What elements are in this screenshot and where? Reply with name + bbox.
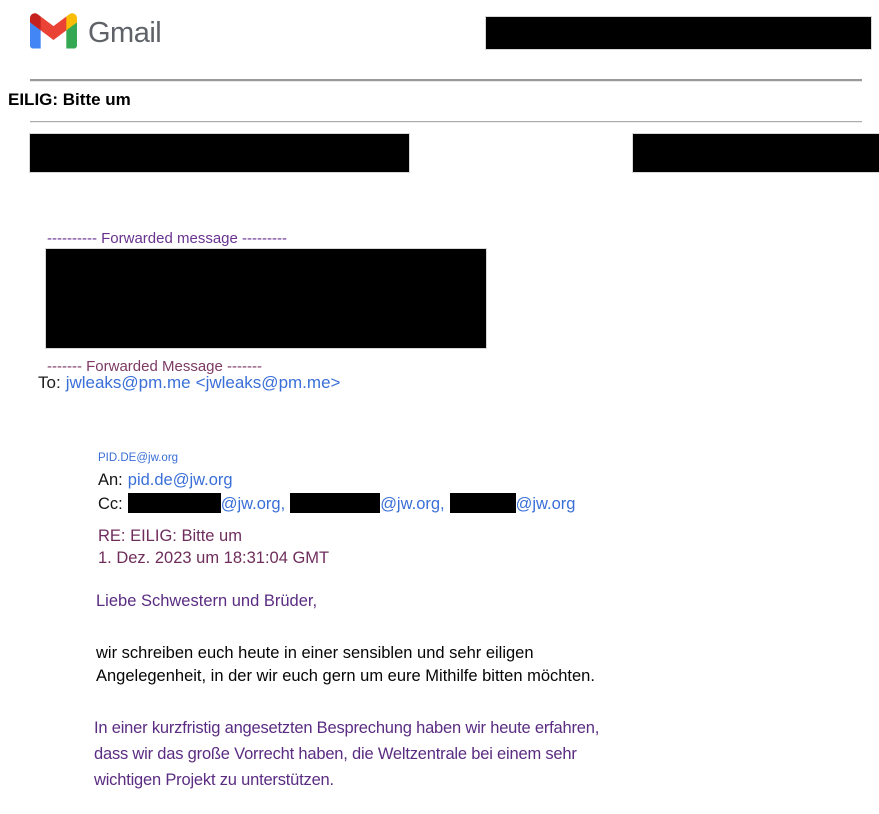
body-paragraph-1 [96,642,595,688]
body-paragraph-2-line-2: dass wir das große Vorrecht haben, die Weltzentrale bei einem sehr [94,745,577,763]
sender-email-small-link[interactable]: PID.DE@jw.org [98,452,179,464]
email-subject-title: EILIG: Bitte um [8,90,131,109]
redaction-cc-name-3 [450,493,516,513]
redaction-cc-name-2 [290,493,380,513]
redaction-forwarded-header-block [45,248,487,349]
cc-line [98,493,575,514]
body-paragraph-2-line-1: In einer kurzfristig angesetzten Besprechung haben wir heute erfahren, [94,719,600,737]
body-paragraph-1-line-1: wir schreiben euch heute in einer sensiblen und sehr eiligen [96,644,534,662]
gmail-brand-text: Gmail [88,17,162,49]
body-paragraph-2 [94,715,599,793]
forwarded-message-label-1: ---------- Forwarded message --------- [47,230,287,247]
redaction-date-bar [632,133,879,173]
cc-domain-link-2[interactable]: @jw.org, [380,495,445,513]
body-paragraph-1-line-2: Angelegenheit, in der wir euch gern um eure Mithilfe bitten möchten. [96,667,595,685]
to-email-link[interactable]: jwleaks@pm.me [65,373,191,392]
gmail-logo-icon [30,13,77,49]
to-line [38,373,340,393]
redaction-account-info [485,16,872,50]
cc-domain-link-1[interactable]: @jw.org, [220,495,286,513]
an-email-link[interactable]: pid.de@jw.org [127,471,233,489]
cc-domain-link-3[interactable]: @jw.org [515,495,576,513]
forwarded-message-label-2: ------- Forwarded Message ------- [47,358,262,375]
cc-label: Cc: [98,495,123,513]
re-subject-line: RE: EILIG: Bitte um [98,527,242,545]
to-email-bracketed-link[interactable]: <jwleaks@pm.me> [195,373,341,392]
to-label: To: [38,373,61,392]
date-line: 1. Dez. 2023 um 18:31:04 GMT [98,549,330,567]
redaction-cc-name-1 [128,493,221,513]
an-label: An: [98,471,123,489]
greeting-line: Liebe Schwestern und Brüder, [96,592,318,610]
subject-divider [30,121,862,123]
header-divider [30,79,862,82]
an-line [98,471,233,490]
body-paragraph-2-line-3: wichtigen Projekt zu unterstützen. [94,771,334,789]
redaction-sender-bar [29,133,410,173]
